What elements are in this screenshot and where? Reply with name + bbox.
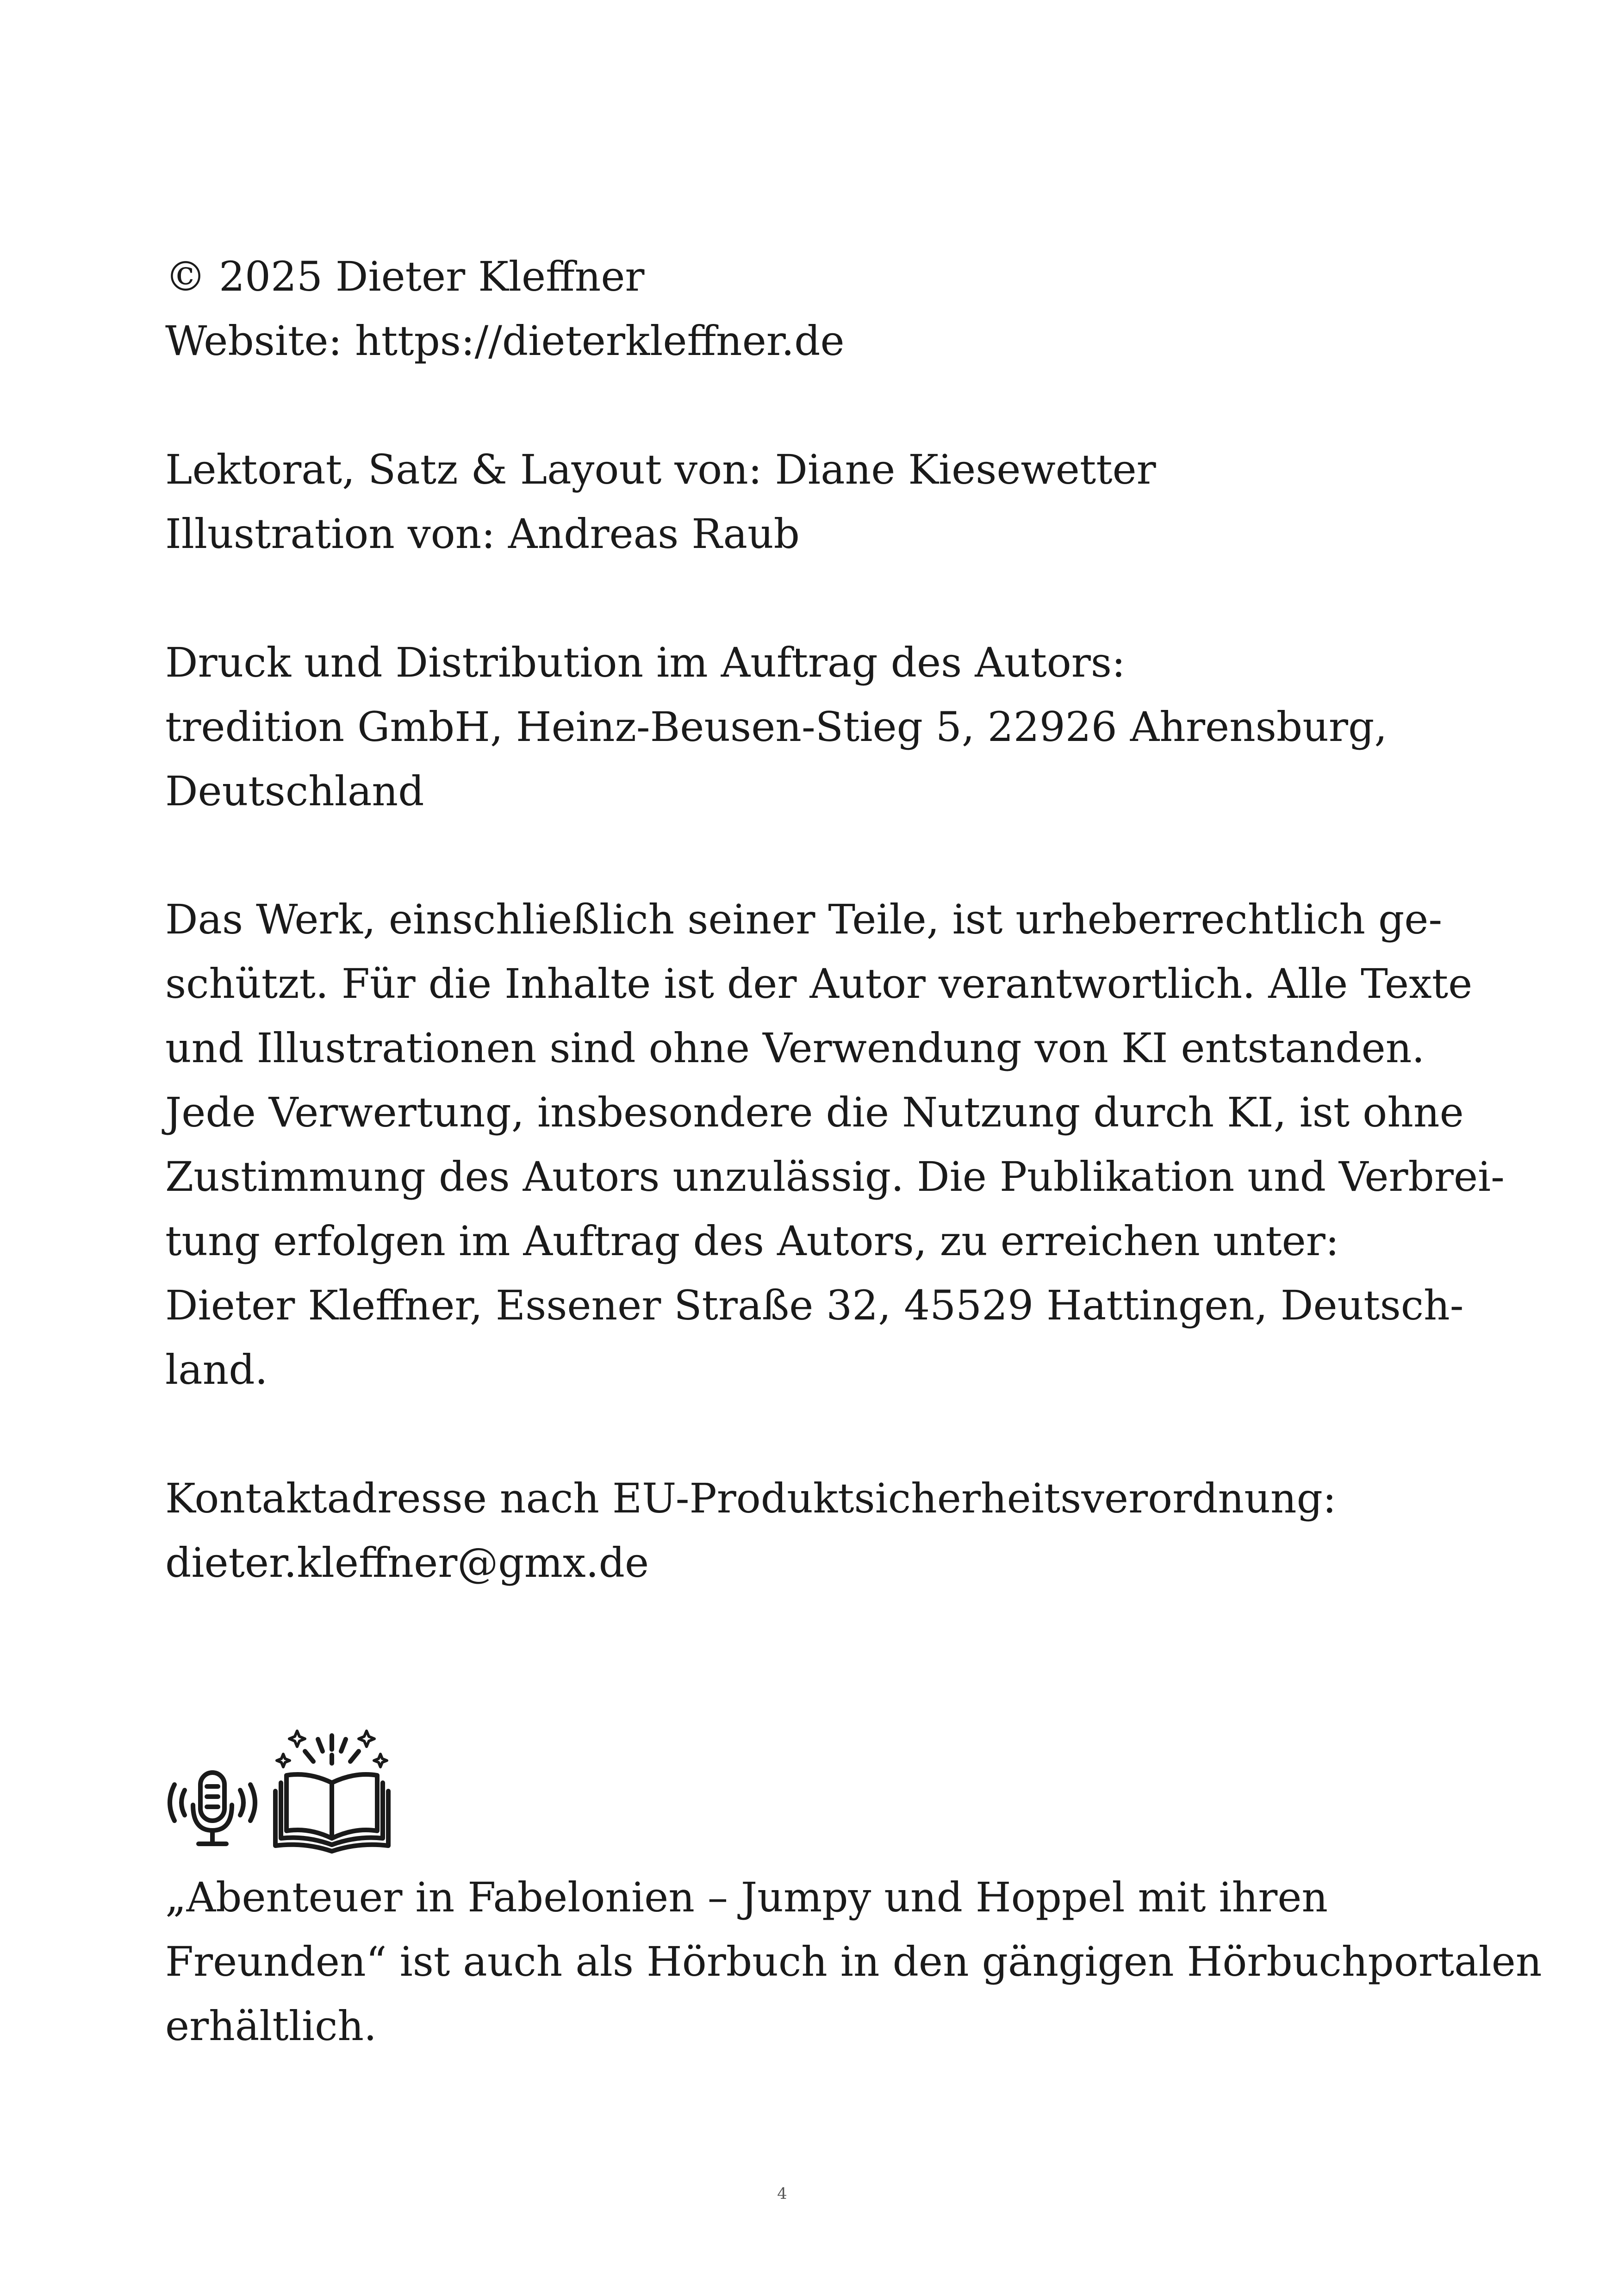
audiobook-section bbox=[165, 1865, 1542, 2058]
legal-line: und Illustrationen sind ohne Verwendung von KI entstanden. bbox=[165, 1024, 1425, 1072]
legal-line: tung erfolgen im Auftrag des Autors, zu erreichen unter: bbox=[165, 1217, 1339, 1265]
contact-email: dieter.kleffner@gmx.de bbox=[165, 1539, 649, 1587]
legal-line: schützt. Für die Inhalte ist der Autor verantwortlich. Alle Texte bbox=[165, 960, 1473, 1008]
copyright-section bbox=[165, 244, 1452, 373]
open-book-icon bbox=[275, 1731, 388, 1851]
credits-section bbox=[165, 437, 1452, 566]
contact-heading-line: Kontaktadresse nach EU-Produktsicherheitsverordnung: bbox=[165, 1475, 1337, 1522]
audiobook-line: Freunden“ ist auch als Hörbuch in den gängigen Hörbuchportalen bbox=[165, 1938, 1542, 1985]
page-number: 4 bbox=[777, 2184, 787, 2203]
publisher-country-line: Deutschland bbox=[165, 767, 424, 815]
publisher-address-line: tredition GmbH, Heinz-Beusen-Stieg 5, 22926 Ahrensburg, bbox=[165, 703, 1388, 751]
print-heading-line: Druck und Distribution im Auftrag des Autors: bbox=[165, 639, 1126, 686]
audiobook-icons bbox=[165, 1717, 406, 1856]
illustration-credit: Illustration von: Andreas Raub bbox=[165, 510, 800, 558]
legal-notice-section bbox=[165, 887, 1505, 1402]
legal-line: Zustimmung des Autors unzulässig. Die Publikation und Verbrei- bbox=[165, 1153, 1505, 1201]
microphone-icon bbox=[170, 1773, 255, 1844]
contact-section bbox=[165, 1466, 1452, 1595]
legal-line: Das Werk, einschließlich seiner Teile, ist urheberrechtlich ge- bbox=[165, 896, 1443, 943]
website-line: Website: https://dieterkleffner.de bbox=[165, 317, 845, 365]
editing-credit: Lektorat, Satz & Layout von: Diane Kiesewetter bbox=[165, 446, 1156, 493]
copyright-line: © 2025 Dieter Kleffner bbox=[165, 253, 645, 300]
legal-line: Dieter Kleffner, Essener Straße 32, 45529 Hattingen, Deutsch- bbox=[165, 1282, 1464, 1329]
legal-line: Jede Verwertung, insbesondere die Nutzung durch KI, ist ohne bbox=[165, 1089, 1464, 1136]
audiobook-line: erhältlich. bbox=[165, 2002, 377, 2050]
audiobook-line: „Abenteuer in Fabelonien – Jumpy und Hoppel mit ihren bbox=[165, 1873, 1328, 1921]
legal-line: land. bbox=[165, 1346, 268, 1394]
print-distribution-section bbox=[165, 630, 1452, 823]
